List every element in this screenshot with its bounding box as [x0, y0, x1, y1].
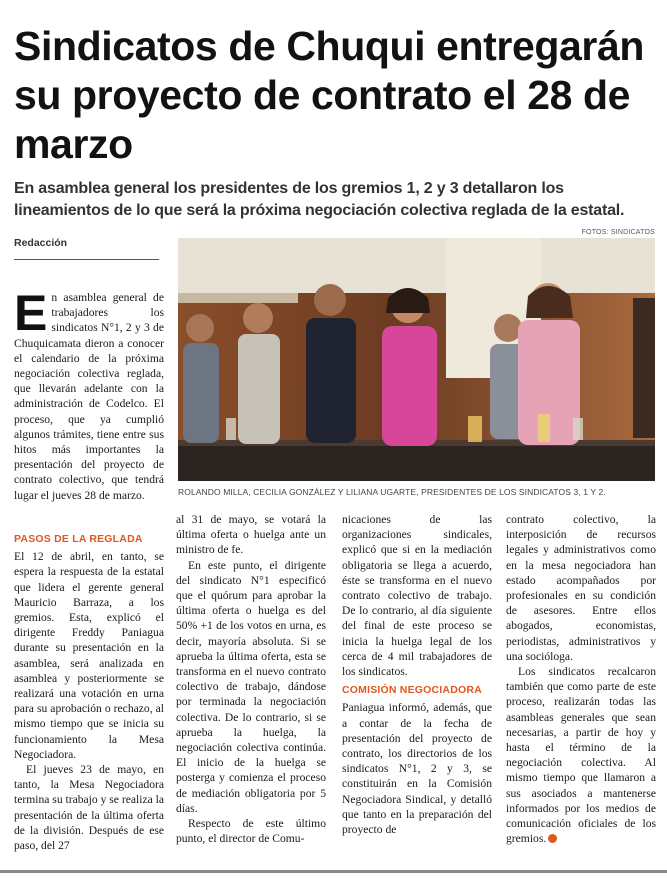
section-heading: PASOS DE LA REGLADA — [14, 533, 143, 545]
body-paragraph: El 12 de abril, en tanto, se espera la respuesta de la estatal que lidera el gerente general Mauricio Barraza, a los gremios. Esta, explicó el dirigente Freddy Paniagua durante su presentación en la asamblea, será analizada en asamblea y posteriormente se realizará una votación en urna para su aprobación o rechazo, al mismo tiempo que se inicia su funcionamiento la Mesa Negociadora. — [14, 550, 164, 761]
bottom-rule — [0, 870, 667, 873]
body-paragraph: contrato colectivo, la interposición de recursos legales y administrativos como en la mesa negociadora han estado acompañados por profesionales en su condición de asesores. Entre ellos abogados, economistas, periodistas, administrativos y una socióloga. — [506, 513, 656, 663]
body-paragraph: El jueves 23 de mayo, en tanto, la Mesa Negociadora termina su trabajo y se realiza la presentación de la última oferta de la división. Después de ese paso, del 27 — [14, 763, 165, 853]
body-column-2 — [176, 512, 326, 846]
body-paragraph: Paniagua informó, además, que a contar de la fecha de presentación del proyecto de contrato, los directorios de los sindicatos N°1, 2 y 3, se constituirán en la Comisión Negociadora Sindical, y detalló que tanto en la preparación del proyecto de — [342, 701, 492, 837]
byline: Redacción — [14, 237, 159, 260]
body-paragraph: En este punto, el dirigente del sindicato N°1 especificó que el quórum para aprobar la última oferta o huelga es del 50% +1 de los votos en urna, es decir, mayoría absoluta. Si se aprueba la última oferta, esta se transforma en el nuevo contrato colectivo de trabajo, dándose por terminada la negociación colectiva. De lo contrario, si se aprueba la huelga, la negociación colectiva continúa. El inicio de la huelga se posterga y comienza el proceso de mediación obligatoria por 5 días. — [176, 558, 326, 815]
headline: Sindicatos de Chuqui entregarán su proyecto de contrato el 28 de marzo — [14, 23, 645, 167]
body-column-4 — [506, 512, 656, 846]
body-column-3 — [342, 512, 492, 837]
lead-column — [14, 285, 164, 503]
body-column-1 — [14, 528, 164, 853]
subheadline: En asamblea general los presidentes de los gremios 1, 2 y 3 detallaron los lineamientos de lo que será la próxima negociación colectiva reglada de la estatal. — [14, 180, 625, 219]
drop-cap: E — [14, 285, 48, 341]
body-paragraph — [506, 664, 656, 846]
body-paragraph-text: Los sindicatos recalcaron también que como parte de este proceso, realizarán todas las asambleas generales que sean necesarias, a partir de hoy y hasta el término de la negociación colectiva. Al mismo tiempo que llamaron a sus asociados a mantenerse informados por los medios de comunicación oficiales de los gremios. — [506, 665, 656, 846]
body-paragraph: al 31 de mayo, se votará la última oferta o huelga ante un ministro de fe. — [176, 513, 326, 557]
body-paragraph: nicaciones de las organizaciones sindicales, explicó que si en la mediación obligatoria se llega a acuerdo, éste se transforma en el nuevo contrato colectivo de trabajo. De lo contrario, al día siguiente del final de este proceso se inicia la huelga legal de los cerca de 4 mil trabajadores de los sindicatos. — [342, 513, 492, 679]
article-photo — [178, 238, 655, 481]
lead-paragraph: n asamblea general de trabajadores los sindicatos N°1, 2 y 3 de Chuquicamata dieron a conocer el calendario de la próxima negociación colectiva reglada, que llevarán adelante con la administración de Codelco. El proceso, que ya cumplió algunos trámites, tiene entre sus hitos más importantes la presentación del proyecto de contrato colectivo, que tendrá lugar el jueves 28 de marzo. — [14, 291, 164, 502]
section-heading: COMISIÓN NEGOCIADORA — [342, 684, 482, 697]
end-mark-icon — [548, 834, 557, 843]
body-paragraph: Respecto de este último punto, el director de Comu- — [176, 817, 326, 846]
photo-credit: FOTOS: SINDICATOS — [581, 229, 655, 236]
photo-caption: ROLANDO MILLA, CECILIA GONZÁLEZ Y LILIANA UGARTE, PRESIDENTES DE LOS SINDICATOS 3, 1 Y 2. — [178, 487, 606, 497]
